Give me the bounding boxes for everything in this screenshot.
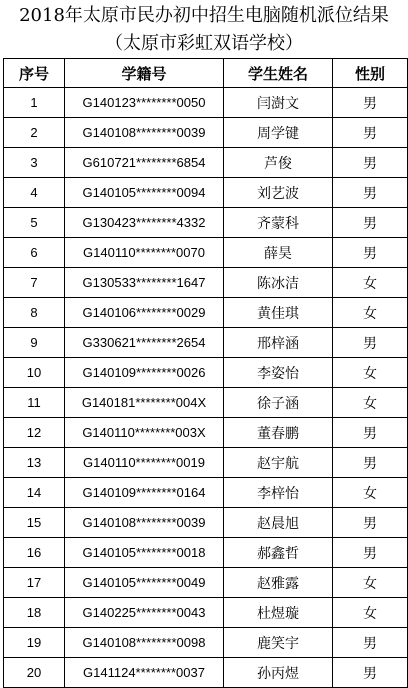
cell-student-name: 闫澍文 <box>224 88 333 118</box>
table-row <box>4 298 408 328</box>
table-header-row <box>4 59 408 88</box>
cell-student-name: 赵晨旭 <box>224 508 333 538</box>
cell-student-id: G140181********004X <box>65 388 224 418</box>
header-gender: 性别 <box>333 59 408 88</box>
document-subtitle: （太原市彩虹双语学校） <box>105 33 303 54</box>
cell-gender: 男 <box>333 418 408 448</box>
cell-student-name: 李姿怡 <box>224 358 333 388</box>
cell-student-name: 赵雅露 <box>224 568 333 598</box>
cell-gender: 男 <box>333 238 408 268</box>
cell-serial-number: 11 <box>4 388 65 418</box>
cell-student-id: G140109********0164 <box>65 478 224 508</box>
cell-student-id: G140110********0019 <box>65 448 224 478</box>
cell-student-id: G330621********2654 <box>65 328 224 358</box>
cell-serial-number: 12 <box>4 418 65 448</box>
cell-serial-number: 17 <box>4 568 65 598</box>
cell-serial-number: 13 <box>4 448 65 478</box>
cell-student-id: G140106********0029 <box>65 298 224 328</box>
table-row <box>4 178 408 208</box>
table-row <box>4 568 408 598</box>
cell-student-id: G140105********0049 <box>65 568 224 598</box>
cell-student-id: G130533********1647 <box>65 268 224 298</box>
cell-gender: 男 <box>333 658 408 688</box>
cell-student-name: 董春鹏 <box>224 418 333 448</box>
cell-gender: 女 <box>333 568 408 598</box>
cell-student-name: 杜煜璇 <box>224 598 333 628</box>
cell-gender: 男 <box>333 628 408 658</box>
cell-serial-number: 8 <box>4 298 65 328</box>
table-row <box>4 268 408 298</box>
table-row <box>4 148 408 178</box>
cell-gender: 男 <box>333 328 408 358</box>
table-row <box>4 478 408 508</box>
cell-student-id: G140108********0039 <box>65 118 224 148</box>
cell-gender: 女 <box>333 358 408 388</box>
table-row <box>4 208 408 238</box>
cell-student-name: 周学键 <box>224 118 333 148</box>
cell-serial-number: 10 <box>4 358 65 388</box>
cell-student-id: G140110********003X <box>65 418 224 448</box>
cell-student-id: G610721********6854 <box>65 148 224 178</box>
cell-student-id: G140123********0050 <box>65 88 224 118</box>
header-student-id: 学籍号 <box>65 59 224 88</box>
cell-student-name: 鹿笑宇 <box>224 628 333 658</box>
document-title: 2018年太原市民办初中招生电脑随机派位结果 <box>19 5 389 26</box>
cell-gender: 女 <box>333 598 408 628</box>
cell-serial-number: 15 <box>4 508 65 538</box>
cell-serial-number: 20 <box>4 658 65 688</box>
cell-student-id: G140105********0094 <box>65 178 224 208</box>
cell-serial-number: 3 <box>4 148 65 178</box>
cell-gender: 女 <box>333 298 408 328</box>
cell-serial-number: 7 <box>4 268 65 298</box>
table-row <box>4 358 408 388</box>
table-row <box>4 328 408 358</box>
cell-gender: 女 <box>333 478 408 508</box>
cell-serial-number: 1 <box>4 88 65 118</box>
cell-student-name: 李梓怡 <box>224 478 333 508</box>
results-table <box>3 58 408 688</box>
cell-student-name: 齐蒙科 <box>224 208 333 238</box>
table-row <box>4 538 408 568</box>
cell-serial-number: 2 <box>4 118 65 148</box>
cell-student-name: 陈冰洁 <box>224 268 333 298</box>
cell-gender: 男 <box>333 118 408 148</box>
cell-student-id: G130423********4332 <box>65 208 224 238</box>
cell-gender: 男 <box>333 538 408 568</box>
cell-student-id: G140110********0070 <box>65 238 224 268</box>
cell-serial-number: 19 <box>4 628 65 658</box>
cell-student-id: G140105********0018 <box>65 538 224 568</box>
cell-student-name: 郝鑫哲 <box>224 538 333 568</box>
cell-student-name: 黄佳琪 <box>224 298 333 328</box>
cell-gender: 男 <box>333 148 408 178</box>
cell-student-name: 芦俊 <box>224 148 333 178</box>
cell-serial-number: 9 <box>4 328 65 358</box>
cell-gender: 男 <box>333 88 408 118</box>
table-row <box>4 628 408 658</box>
table-row <box>4 418 408 448</box>
cell-student-name: 邢梓涵 <box>224 328 333 358</box>
cell-serial-number: 14 <box>4 478 65 508</box>
table-body <box>4 88 408 688</box>
cell-gender: 男 <box>333 178 408 208</box>
cell-serial-number: 18 <box>4 598 65 628</box>
cell-serial-number: 16 <box>4 538 65 568</box>
table-row <box>4 508 408 538</box>
cell-student-id: G140108********0039 <box>65 508 224 538</box>
table-row <box>4 88 408 118</box>
table-row <box>4 598 408 628</box>
table-row <box>4 118 408 148</box>
table-row <box>4 388 408 418</box>
cell-gender: 男 <box>333 448 408 478</box>
cell-student-id: G140108********0098 <box>65 628 224 658</box>
cell-gender: 女 <box>333 268 408 298</box>
cell-student-name: 刘艺波 <box>224 178 333 208</box>
cell-gender: 男 <box>333 508 408 538</box>
cell-gender: 男 <box>333 208 408 238</box>
header-student-name: 学生姓名 <box>224 59 333 88</box>
table-row <box>4 448 408 478</box>
cell-serial-number: 5 <box>4 208 65 238</box>
table-row <box>4 658 408 688</box>
cell-student-id: G140109********0026 <box>65 358 224 388</box>
cell-student-id: G140225********0043 <box>65 598 224 628</box>
table-row <box>4 238 408 268</box>
cell-student-name: 徐子涵 <box>224 388 333 418</box>
cell-serial-number: 4 <box>4 178 65 208</box>
cell-student-name: 孙丙煜 <box>224 658 333 688</box>
cell-gender: 女 <box>333 388 408 418</box>
cell-student-name: 薛昊 <box>224 238 333 268</box>
cell-student-id: G141124********0037 <box>65 658 224 688</box>
cell-student-name: 赵宇航 <box>224 448 333 478</box>
cell-serial-number: 6 <box>4 238 65 268</box>
header-serial-number: 序号 <box>4 59 65 88</box>
